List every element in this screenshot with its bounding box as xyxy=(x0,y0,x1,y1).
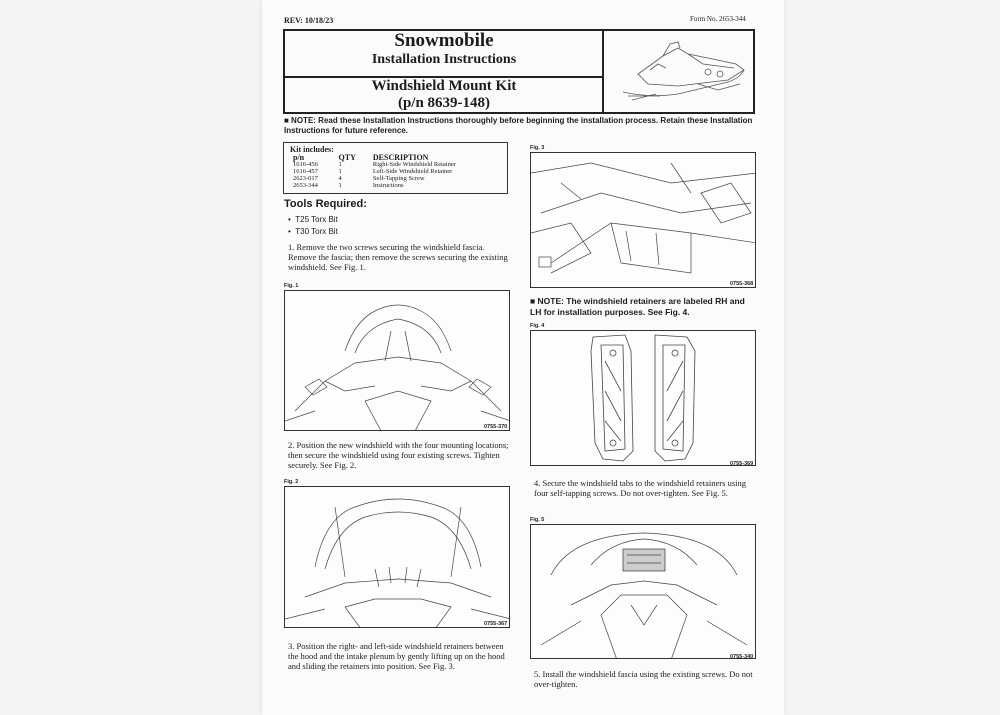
title-snowmobile: Snowmobile xyxy=(394,30,494,51)
step-4: 4. Secure the windshield tabs to the windshield retainers using four self-tapping screws. Do not over-tighten. See Fig. 5. xyxy=(534,478,746,498)
fig3-label: Fig. 3 xyxy=(530,145,545,151)
col-pn: p/n xyxy=(293,153,305,162)
col-qty: QTY xyxy=(338,153,356,162)
step-2: 2. Position the new windshield with the four mounting locations; then secure the windshield using four existing screws. Tighten securely. See Fig. 2. xyxy=(288,440,509,470)
kit-title-block xyxy=(285,76,603,114)
form-number: Form No. 2653-344 xyxy=(690,15,746,23)
cell-desc: Self-Tapping Screw xyxy=(372,175,425,183)
title-installation: Installation Instructions xyxy=(371,51,517,67)
col-description: DESCRIPTION xyxy=(372,153,429,162)
fig2-label: Fig. 2 xyxy=(284,479,299,485)
kit-table xyxy=(290,154,501,190)
step-5: 5. Install the windshield fascia using the existing screws. Do not over-tighten. xyxy=(534,669,753,689)
part-number: (p/n 8639-148) xyxy=(397,94,491,111)
reading-note: ■ NOTE: Read these Installation Instructions thoroughly before beginning the installation process. Retain these Installation Instructions for future reference. xyxy=(284,116,753,136)
kit-contents-table xyxy=(283,142,508,194)
snowmobile-illustration xyxy=(608,34,752,110)
figure-5 xyxy=(530,524,756,659)
cell-pn: 2653-344 xyxy=(293,181,318,189)
figure-1 xyxy=(284,290,510,431)
fig1-label: Fig. 1 xyxy=(284,283,299,289)
retainer-note: ■ NOTE: The windshield retainers are labeled RH and LH for installation purposes. See Fig. 4. xyxy=(530,296,745,318)
cell-desc: Right-Side Windshield Retainer xyxy=(372,161,456,169)
title-block xyxy=(285,31,603,76)
fig4-code: 0755-369 xyxy=(730,461,754,467)
cell-qty: 1 xyxy=(338,161,342,169)
tool-item: T30 Torx Bit xyxy=(295,227,338,236)
step-3: 3. Position the right- and left-side windshield retainers between the hood and the intake plenum by gently lifting up on the hood and sliding the retainers into position. See Fig. 3. xyxy=(288,641,505,671)
figure-4 xyxy=(530,330,756,466)
tools-heading: Tools Required: xyxy=(284,198,367,210)
fig1-code: 0755-370 xyxy=(484,424,508,430)
list-item: • T30 Torx Bit xyxy=(288,227,338,236)
tool-item: T25 Torx Bit xyxy=(295,215,338,224)
revision-date: REV: 10/18/23 xyxy=(284,16,334,25)
cell-qty: 4 xyxy=(338,175,342,183)
tools-list xyxy=(288,214,338,238)
title-divider xyxy=(602,31,604,112)
cell-desc: Instructions xyxy=(372,181,404,189)
cell-pn: 1616-456 xyxy=(293,161,318,169)
cell-desc: Left-Side Windshield Retainer xyxy=(372,168,453,176)
fig5-label: Fig. 5 xyxy=(530,517,545,523)
fig4-label: Fig. 4 xyxy=(530,323,545,329)
list-item: • T25 Torx Bit xyxy=(288,215,338,224)
cell-qty: 1 xyxy=(338,168,342,176)
cell-qty: 1 xyxy=(338,181,342,189)
figure-2 xyxy=(284,486,510,628)
fig3-code: 0755-368 xyxy=(730,281,754,287)
fig2-code: 0755-367 xyxy=(484,621,508,627)
fig5-code: 0755-340 xyxy=(730,654,754,660)
figure-3 xyxy=(530,152,756,288)
kit-heading: Kit includes: xyxy=(290,145,334,154)
cell-pn: 2623-017 xyxy=(293,175,318,183)
cell-pn: 1616-457 xyxy=(293,168,318,176)
table-row xyxy=(290,183,501,190)
step-1: 1. Remove the two screws securing the windshield fascia. Remove the fascia; then remove the screws securing the existing windshield. See Fig. 1. xyxy=(288,242,508,272)
kit-name: Windshield Mount Kit xyxy=(371,78,517,94)
